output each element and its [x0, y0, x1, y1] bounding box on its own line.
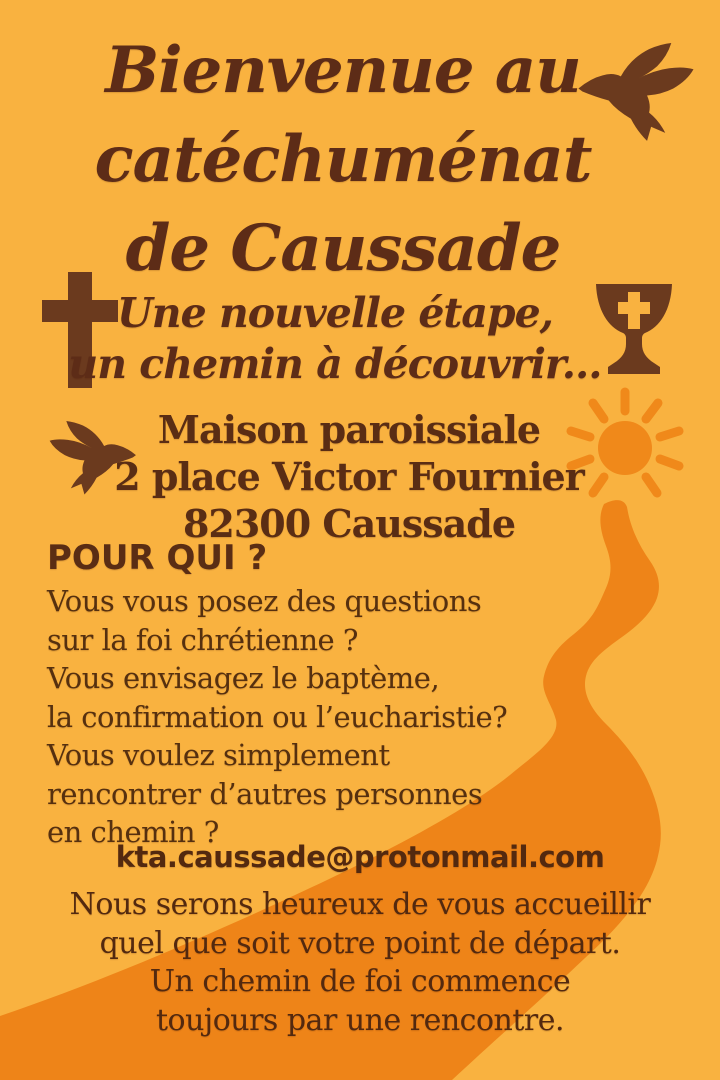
body-text [47, 582, 507, 852]
contact-email: kta.caussade@protonmail.com [115, 840, 605, 874]
closing-text [0, 886, 720, 1040]
body-line: en chemin ? [47, 815, 219, 849]
body-line: la confirmation ou l’eucharistie? [47, 699, 508, 734]
poster-title [0, 26, 686, 293]
address-block [0, 406, 698, 547]
closing-line: quel que soit votre point de départ. [99, 925, 621, 961]
address-line: Maison paroissiale [157, 407, 541, 452]
body-line: Vous vous posez des questions [47, 584, 482, 618]
poster-subtitle [0, 288, 670, 390]
body-line: sur la foi chrétienne ? [47, 622, 358, 657]
subtitle-line: Une nouvelle étape, [117, 289, 553, 337]
body-line: rencontrer d’autres personnes [47, 776, 483, 811]
closing-line: Un chemin de foi commence [149, 964, 571, 999]
subtitle-line: un chemin à découvrir... [68, 340, 602, 388]
body-line: Vous envisagez le baptème, [47, 661, 440, 695]
section-heading: POUR QUI ? [47, 538, 268, 578]
body-line: Vous voulez simplement [47, 738, 390, 772]
title-line: catéchuménat [94, 122, 592, 197]
closing-line: toujours par une rencontre. [155, 1002, 565, 1038]
address-line: 82300 Caussade [182, 501, 516, 546]
title-line: Bienvenue au [105, 33, 581, 108]
address-line: 2 place Victor Fournier [114, 454, 584, 499]
title-line: de Caussade [125, 211, 561, 286]
closing-line: Nous serons heureux de vous accueillir [69, 887, 651, 922]
